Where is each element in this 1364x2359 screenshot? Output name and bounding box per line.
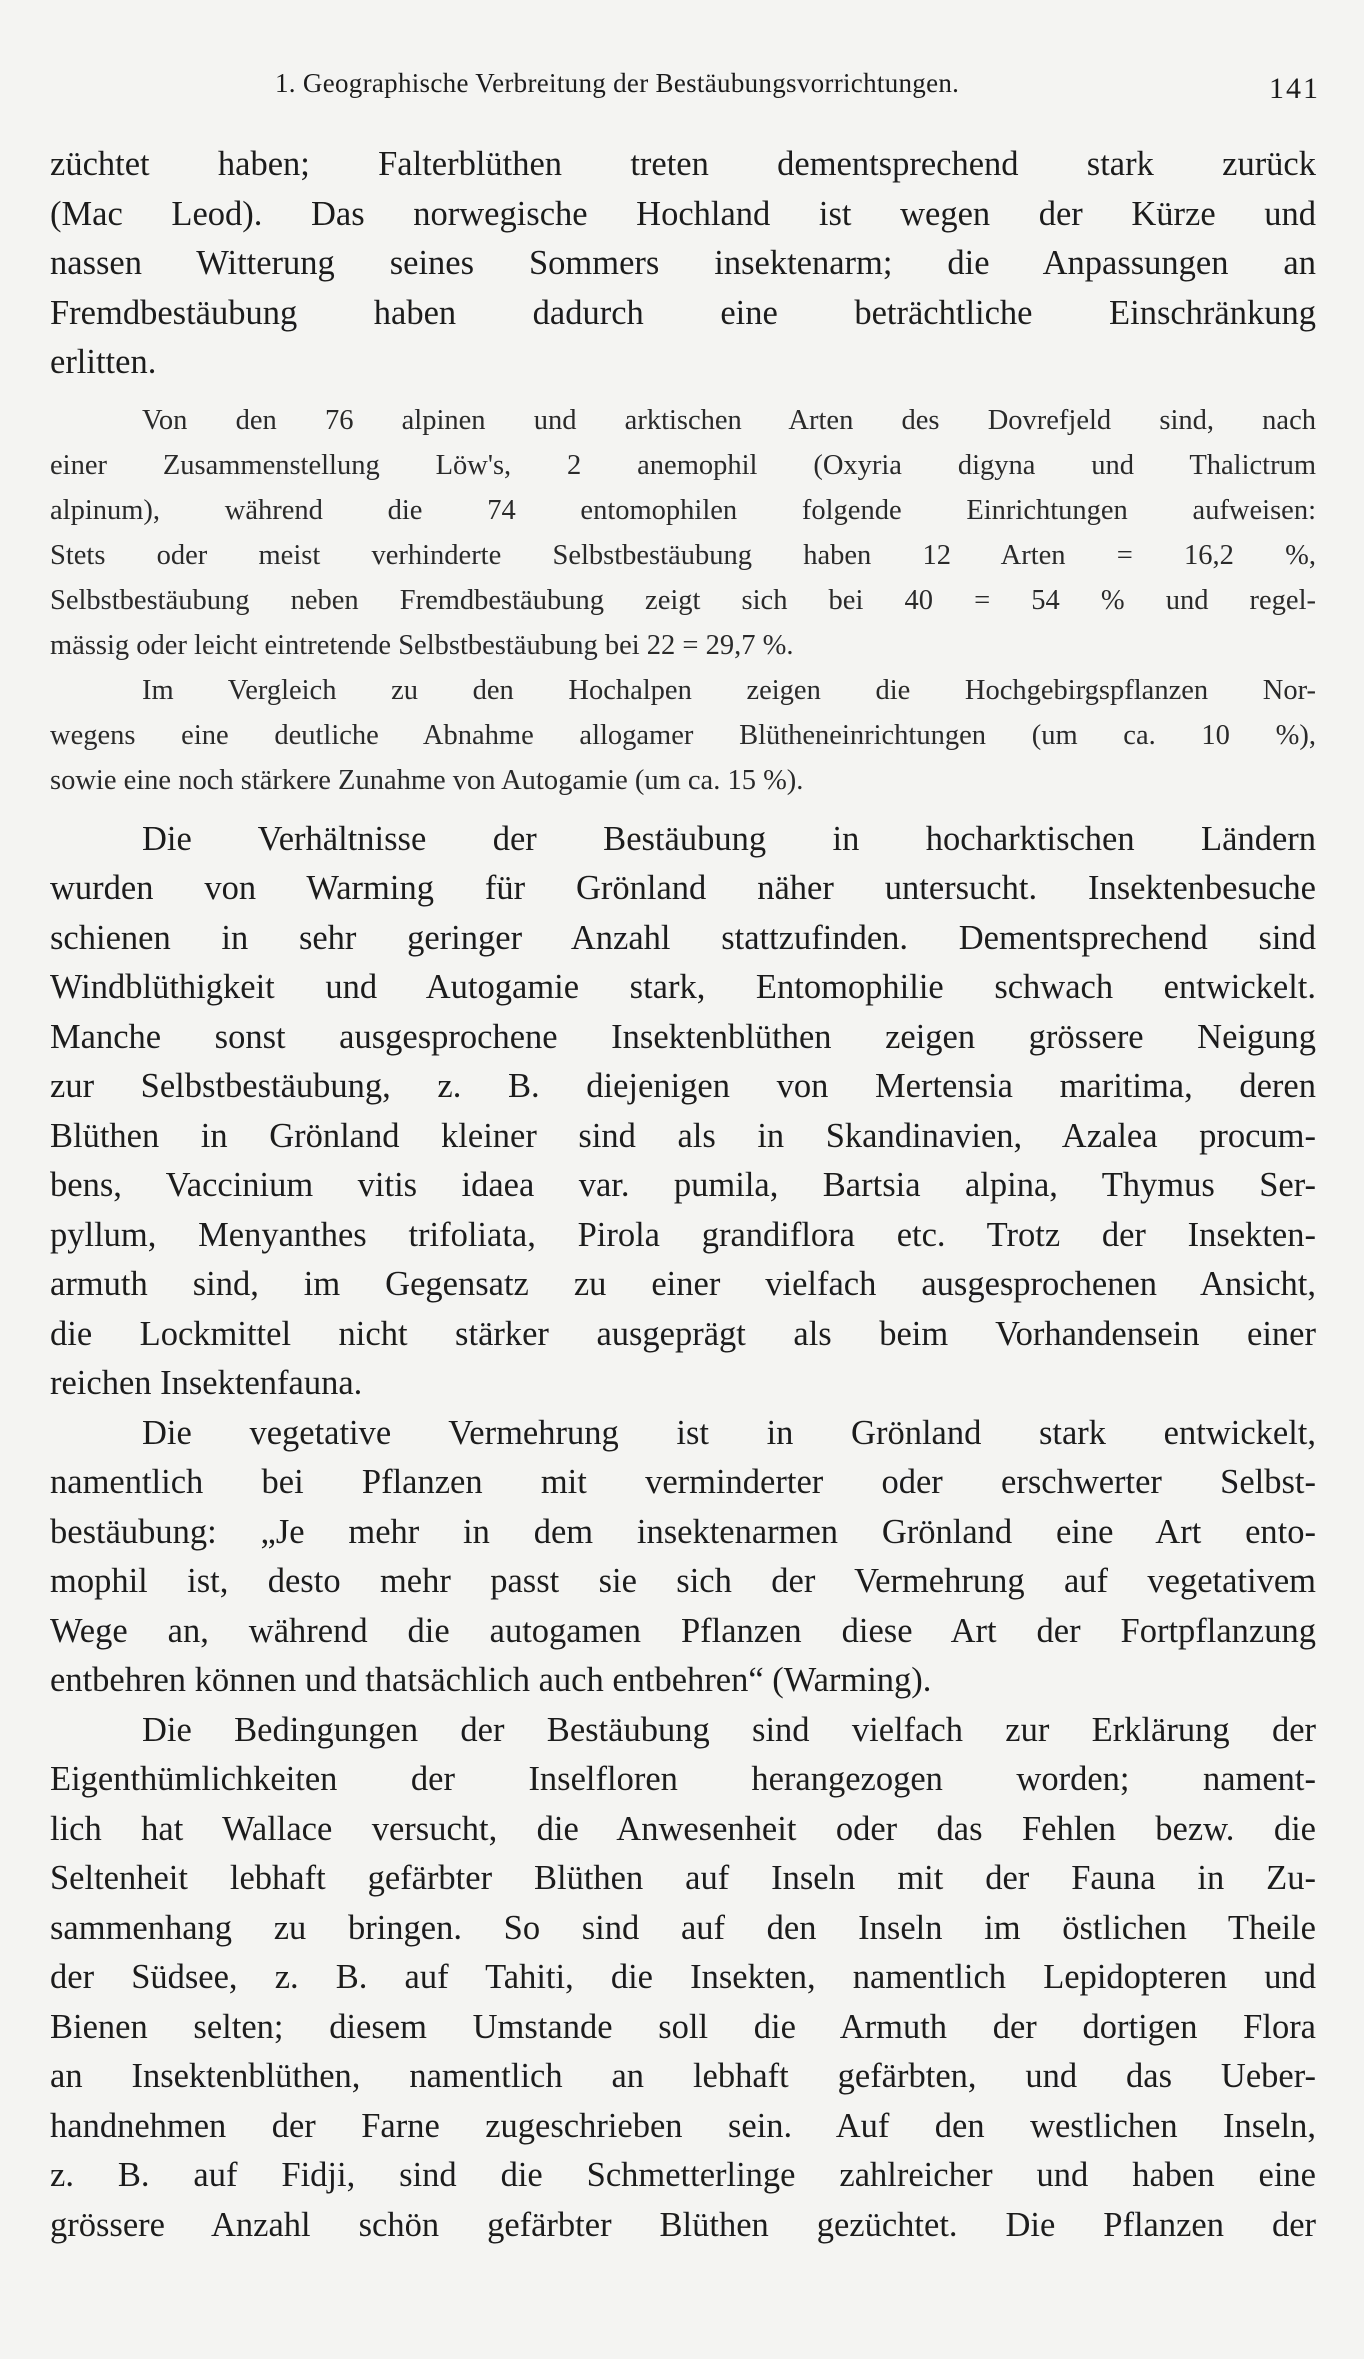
text-line: wurden von Warming für Grönland näher untersucht. Insektenbesuche: [50, 869, 1316, 907]
text-line: Eigenthümlichkeiten der Inselfloren herangezogen worden; nament-: [50, 1760, 1316, 1798]
text-line: pyllum, Menyanthes trifoliata, Pirola grandiflora etc. Trotz der Insekten-: [50, 1215, 1316, 1254]
text-line: zur Selbstbestäubung, z. B. diejenigen von Mertensia maritima, deren: [50, 1067, 1316, 1105]
text-line: sammenhang zu bringen. So sind auf den Inseln im östlichen Theile: [50, 1908, 1316, 1947]
text-line: Stets oder meist verhinderte Selbstbestäubung haben 12 Arten = 16,2 %,: [50, 539, 1316, 571]
text-line: Selbstbestäubung neben Fremdbestäubung zeigt sich bei 40 = 54 % und regel-: [50, 584, 1316, 616]
text-line: namentlich bei Pflanzen mit verminderter oder erschwerter Selbst-: [50, 1463, 1316, 1501]
paragraph-2: [50, 398, 1316, 668]
paragraph-3: [50, 668, 1316, 803]
text-line: einer Zusammenstellung Löw's, 2 anemophil (Oxyria digyna und Thalictrum: [50, 449, 1316, 481]
text-line: sowie eine noch stärkere Zunahme von Autogamie (um ca. 15 %).: [50, 764, 804, 796]
paragraph-5: [50, 1409, 1316, 1706]
text-line: Von den 76 alpinen und arktischen Arten des Dovrefjeld sind, nach: [142, 404, 1316, 436]
text-line: Bienen selten; diesem Umstande soll die Armuth der dortigen Flora: [50, 2007, 1316, 2046]
text-line: alpinum), während die 74 entomophilen folgende Einrichtungen aufweisen:: [50, 494, 1316, 526]
body-text: [50, 140, 1316, 2250]
text-line: reichen Insektenfauna.: [50, 1364, 363, 1402]
text-line: Seltenheit lebhaft gefärbter Blüthen auf Inseln mit der Fauna in Zu-: [50, 1859, 1316, 1897]
text-line: (Mac Leod). Das norwegische Hochland ist wegen der Kürze und: [50, 194, 1316, 233]
text-line: armuth sind, im Gegensatz zu einer vielfach ausgesprochenen Ansicht,: [50, 1265, 1316, 1303]
text-line: lich hat Wallace versucht, die Anwesenheit oder das Fehlen bezw. die: [50, 1809, 1316, 1848]
text-line: mässig oder leicht eintretende Selbstbestäubung bei 22 = 29,7 %.: [50, 629, 794, 661]
running-head: 1. Geographische Verbreitung der Bestäubungsvorrichtungen.: [275, 68, 960, 98]
text-line: Windblüthigkeit und Autogamie stark, Entomophilie schwach entwickelt.: [50, 968, 1316, 1006]
paragraph-6: [50, 1706, 1316, 2251]
text-line: erlitten.: [50, 343, 157, 381]
text-line: z. B. auf Fidji, sind die Schmetterlinge zahlreicher und haben eine: [50, 2156, 1316, 2194]
paragraph-4: [50, 815, 1316, 1409]
page-number: 141: [1269, 72, 1320, 105]
text-line: entbehren können und thatsächlich auch entbehren“ (Warming).: [50, 1661, 932, 1699]
text-line: nassen Witterung seines Sommers insektenarm; die Anpassungen an: [50, 244, 1316, 282]
text-line: Die Bedingungen der Bestäubung sind vielfach zur Erklärung der: [142, 1710, 1316, 1749]
text-line: Manche sonst ausgesprochene Insektenblüthen zeigen grössere Neigung: [50, 1017, 1316, 1056]
text-line: bens, Vaccinium vitis idaea var. pumila, Bartsia alpina, Thymus Ser-: [50, 1166, 1316, 1204]
text-line: züchtet haben; Falterblüthen treten dementsprechend stark zurück: [50, 145, 1316, 183]
text-line: Die Verhältnisse der Bestäubung in hocharktischen Ländern: [142, 819, 1316, 858]
page-header: [50, 64, 1320, 114]
text-line: die Lockmittel nicht stärker ausgeprägt als beim Vorhandensein einer: [50, 1314, 1316, 1353]
text-line: Die vegetative Vermehrung ist in Grönland stark entwickelt,: [142, 1413, 1316, 1452]
text-line: bestäubung: „Je mehr in dem insektenarmen Grönland eine Art ento-: [50, 1512, 1316, 1551]
text-line: Wege an, während die autogamen Pflanzen diese Art der Fortpflanzung: [50, 1611, 1316, 1650]
text-line: Im Vergleich zu den Hochalpen zeigen die Hochgebirgspflanzen Nor-: [142, 674, 1316, 706]
text-line: der Südsee, z. B. auf Tahiti, die Insekten, namentlich Lepidopteren und: [50, 1958, 1316, 1996]
text-line: mophil ist, desto mehr passt sie sich der Vermehrung auf vegetativem: [50, 1562, 1316, 1600]
text-line: Fremdbestäubung haben dadurch eine beträchtliche Einschränkung: [50, 293, 1316, 332]
text-line: handnehmen der Farne zugeschrieben sein. Auf den westlichen Inseln,: [50, 2106, 1316, 2145]
text-line: grössere Anzahl schön gefärbter Blüthen gezüchtet. Die Pflanzen der: [50, 2205, 1316, 2244]
text-line: an Insektenblüthen, namentlich an lebhaft gefärbten, und das Ueber-: [50, 2057, 1316, 2095]
paragraph-1: [50, 140, 1316, 388]
text-line: schienen in sehr geringer Anzahl stattzufinden. Dementsprechend sind: [50, 918, 1316, 957]
text-line: wegens eine deutliche Abnahme allogamer Blütheneinrichtungen (um ca. 10 %),: [50, 719, 1316, 751]
text-line: Blüthen in Grönland kleiner sind als in Skandinavien, Azalea procum-: [50, 1116, 1316, 1155]
